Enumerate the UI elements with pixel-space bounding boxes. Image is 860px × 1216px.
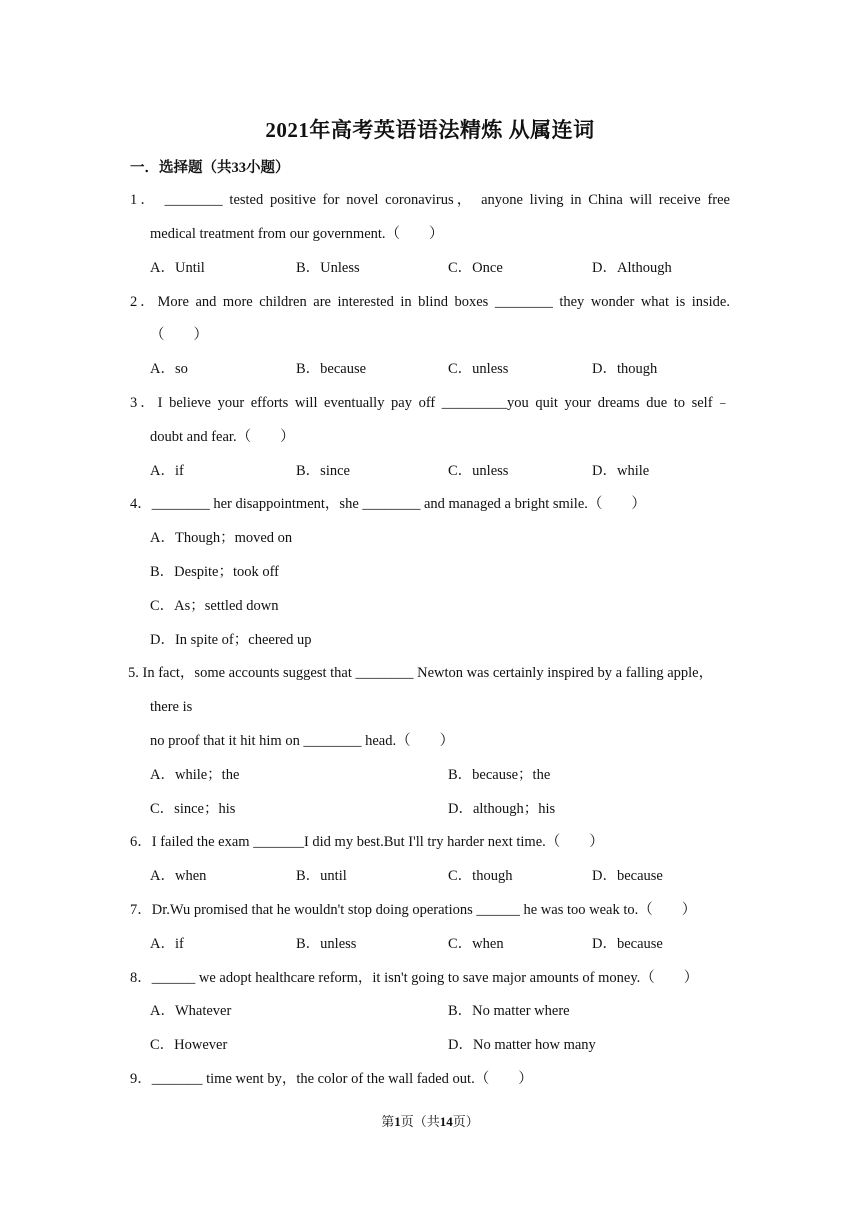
question-3-option-a: A．if <box>150 463 184 479</box>
footer-suffix: 页） <box>452 1114 479 1129</box>
question-1-option-d: D．Although <box>592 260 672 276</box>
footer-prefix: 第 <box>381 1114 395 1129</box>
question-5-line-2: there is <box>150 699 193 715</box>
question-1-option-b: B．Unless <box>296 260 360 276</box>
question-3-line-1: 3．I believe your efforts will eventually pay off _________you quit your dreams due to self﹣ <box>130 395 730 411</box>
section-heading: 一．选择题（共33小题） <box>130 160 290 176</box>
question-8-option-c: C．However <box>150 1037 228 1053</box>
footer-total-pages: 14 <box>439 1114 453 1129</box>
question-2-line-1: 2．More and more children are interested in blind boxes ________ they wonder what is inside. <box>130 294 730 310</box>
question-5-line-3: no proof that it hit him on ________ head.（ ） <box>150 733 455 749</box>
question-2-option-d: D．though <box>592 361 658 377</box>
question-5-option-d: D．although；his <box>448 801 556 817</box>
question-2-option-c: C．unless <box>448 361 509 377</box>
question-4-option-c: C．As；settled down <box>150 598 279 614</box>
question-6-option-a: A．when <box>150 868 207 884</box>
question-1-line-2: medical treatment from our government.（ ） <box>150 226 444 242</box>
question-2-option-b: B．because <box>296 361 367 377</box>
question-8-line-1: 8．______ we adopt healthcare reform，it isn't going to save major amounts of money.（ ） <box>130 970 699 986</box>
question-2-line-2: （ ） <box>150 327 208 343</box>
question-5-option-c: C．since；his <box>150 801 236 817</box>
question-5-line-1: 5. In fact，some accounts suggest that ________ Newton was certainly inspired by a falling apple， <box>128 665 714 681</box>
question-7-line-1: 7．Dr.Wu promised that he wouldn't stop doing operations ______ he was too weak to.（ ） <box>130 902 697 918</box>
question-6-line-1: 6．I failed the exam _______I did my best.But I'll try harder next time.（ ） <box>130 834 604 850</box>
page-footer <box>0 1111 860 1130</box>
question-4-option-b: B．Despite；took off <box>150 564 280 580</box>
question-1-option-c: C．Once <box>448 260 503 276</box>
question-3-line-2: doubt and fear.（ ） <box>150 429 295 445</box>
question-5-option-a: A．while；the <box>150 767 240 783</box>
question-3-option-b: B．since <box>296 463 350 479</box>
question-3-option-c: C．unless <box>448 463 509 479</box>
question-7-option-c: C．when <box>448 936 504 952</box>
question-8-option-b: B．No matter where <box>448 1003 570 1019</box>
question-8-option-d: D．No matter how many <box>448 1037 596 1053</box>
footer-mid: 页（共 <box>400 1114 440 1129</box>
question-5-option-b: B．because；the <box>448 767 551 783</box>
question-7-option-b: B．unless <box>296 936 357 952</box>
question-9-line-1: 9．_______ time went by，the color of the wall faded out.（ ） <box>130 1071 533 1087</box>
question-3-option-d: D．while <box>592 463 650 479</box>
question-6-option-b: B．until <box>296 868 347 884</box>
question-2-option-a: A．so <box>150 361 188 377</box>
question-4-option-a: A．Though；moved on <box>150 530 293 546</box>
question-7-option-d: D．because <box>592 936 663 952</box>
question-4-line-1: 4．________ her disappointment，she ________ and managed a bright smile.（ ） <box>130 496 646 512</box>
question-1-line-1: 1． ________ tested positive for novel coronavirus， anyone living in China will receive free <box>130 192 730 208</box>
question-6-option-d: D．because <box>592 868 663 884</box>
footer-page-number: 1 <box>394 1114 401 1129</box>
question-4-option-d: D．In spite of；cheered up <box>150 632 312 648</box>
question-1-option-a: A．Until <box>150 260 205 276</box>
document-title: 2021年高考英语语法精炼 从属连词 <box>265 118 595 142</box>
question-8-option-a: A．Whatever <box>150 1003 232 1019</box>
question-6-option-c: C．though <box>448 868 513 884</box>
question-7-option-a: A．if <box>150 936 184 952</box>
